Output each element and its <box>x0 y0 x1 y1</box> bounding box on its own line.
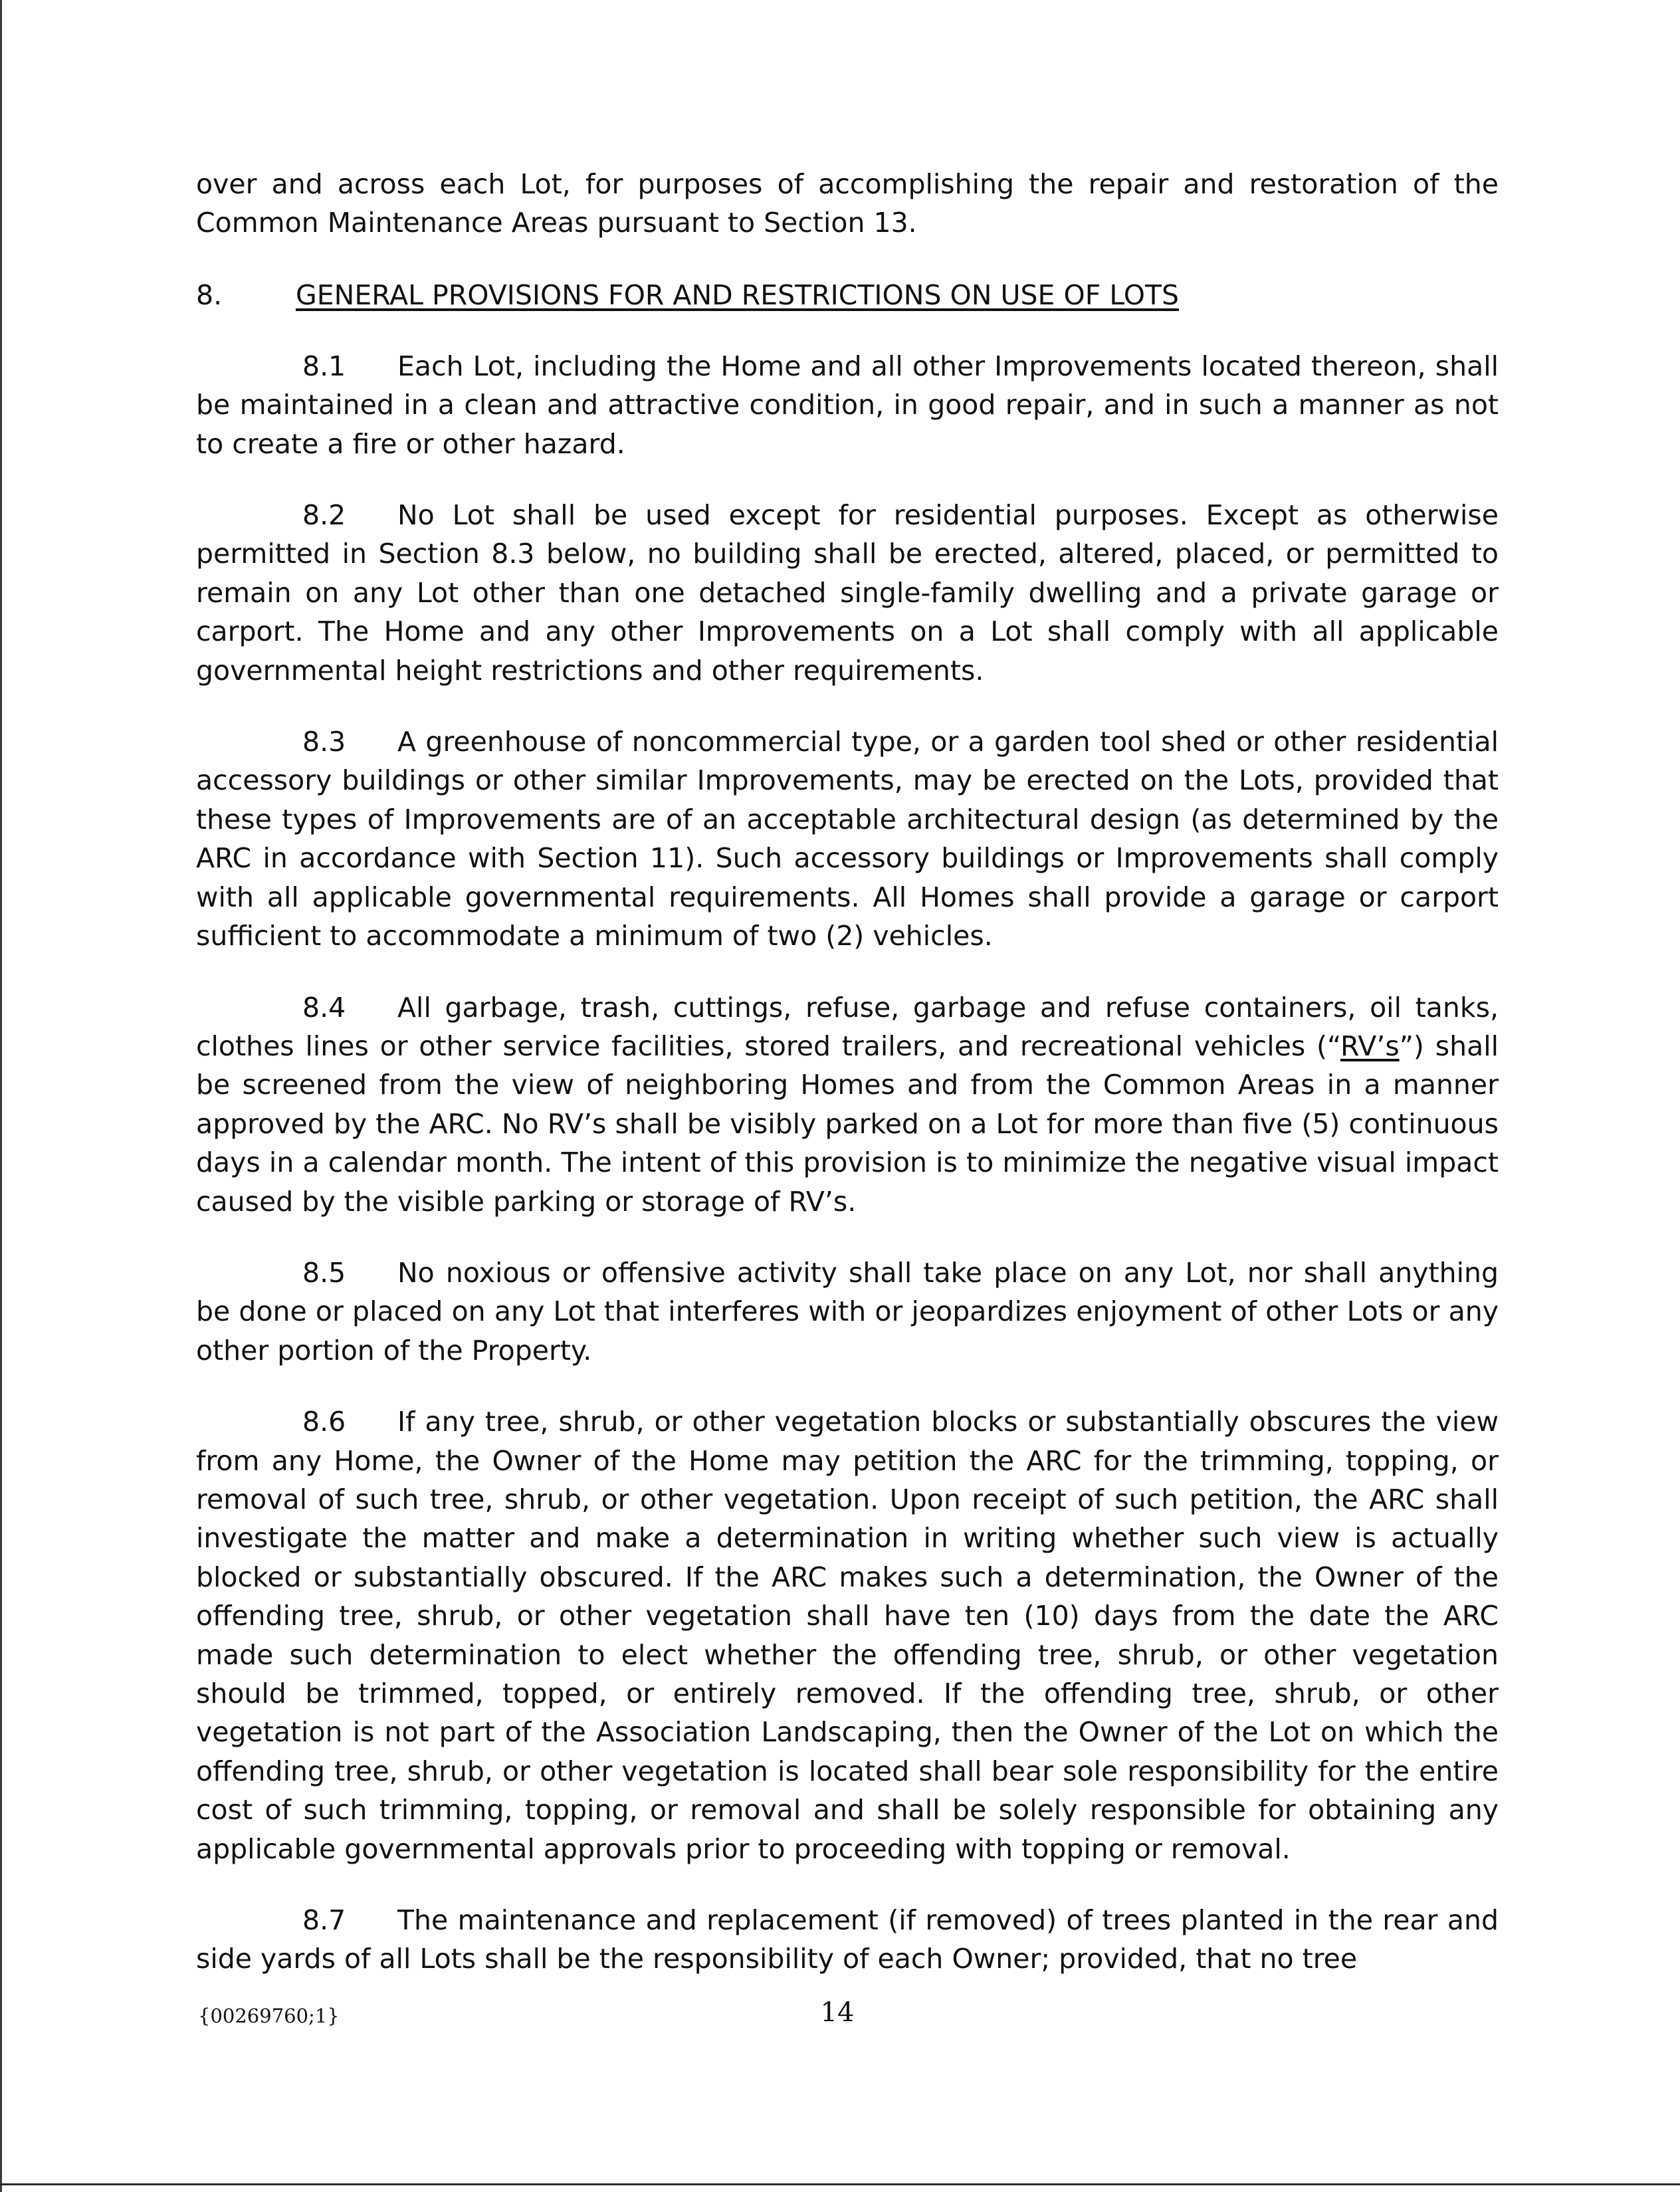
paragraph-text: The maintenance and replacement (if removed) of trees planted in the rear and side yards of all Lots shall be the responsibility of each Owner; provided, that no tree <box>196 1904 1499 1975</box>
left-margin-rule <box>0 0 2 2192</box>
paragraph-8-4 <box>196 988 1499 1221</box>
bottom-margin-rule <box>0 2183 1680 2185</box>
document-page <box>196 165 1499 1979</box>
paragraph-text-after: ”) shall be screened from the view of neighboring Homes and from the Common Areas in a manner approved by the ARC. No RV’s shall be visibly parked on a Lot for more than five (5) continuous days in a calendar month. The intent of this provision is to minimize the negative visual impact caused by the visible parking or storage of RV’s. <box>196 1030 1499 1218</box>
paragraph-text: A greenhouse of noncommercial type, or a garden tool shed or other residential accessory buildings or other similar Improvements, may be erected on the Lots, provided that these types of Improvements are of an acceptable architectural design (as determined by the ARC in accordance with Section 11). Such accessory buildings or Improvements shall comply with all applicable governmental requirements. All Homes shall provide a garage or carport sufficient to accommodate a minimum of two (2) vehicles. <box>196 726 1499 952</box>
paragraph-text-before: All garbage, trash, cuttings, refuse, garbage and refuse containers, oil tanks, clothes lines or other service facilities, stored trailers, and recreational vehicles (“ <box>196 991 1499 1062</box>
section-title: GENERAL PROVISIONS FOR AND RESTRICTIONS ON USE OF LOTS <box>296 278 1180 311</box>
section-heading <box>196 276 1499 314</box>
paragraph-text: If any tree, shrub, or other vegetation blocks or substantially obscures the view from any Home, the Owner of the Home may petition the ARC for the trimming, topping, or removal of such tree, shrub, or other vegetation. Upon receipt of such petition, the ARC shall investigate the matter and make a determination in writing whether such view is actually blocked or substantially obscured. If the ARC makes such a determination, the Owner of the offending tree, shrub, or other vegetation shall have ten (10) days from the date the ARC made such determination to elect whether the offending tree, shrub, or other vegetation should be trimmed, topped, or entirely removed. If the offending tree, shrub, or other vegetation is not part of the Association Landscaping, then the Owner of the Lot on which the offending tree, shrub, or other vegetation is located shall bear sole responsibility for the entire cost of such trimming, topping, or removal and shall be solely responsible for obtaining any applicable governmental approvals prior to proceeding with topping or removal. <box>196 1406 1499 1865</box>
paragraph-number: 8.6 <box>302 1406 346 1438</box>
paragraph-text: No Lot shall be used except for residential purposes. Except as otherwise permitted in Section 8.3 below, no building shall be erected, altered, placed, or permitted to remain on any Lot other than one detached single-family dwelling and a private garage or carport. The Home and any other Improvements on a Lot shall comply with all applicable governmental height restrictions and other requirements. <box>196 499 1499 687</box>
defined-term: RV’s <box>1340 1030 1400 1062</box>
paragraph-8-6 <box>196 1402 1499 1868</box>
document-id: {00269760;1} <box>198 2005 340 2027</box>
paragraph-8-5 <box>196 1254 1499 1370</box>
paragraph-number: 8.5 <box>302 1256 346 1289</box>
paragraph-number: 8.7 <box>302 1904 346 1937</box>
paragraph-8-2 <box>196 496 1499 690</box>
section-number: 8. <box>196 278 223 311</box>
continued-paragraph: over and across each Lot, for purposes of accomplishing the repair and restoration of the Common Maintenance Areas pursuant to Section 13. <box>196 168 1499 239</box>
paragraph-number: 8.3 <box>302 726 346 758</box>
page-number: 14 <box>820 1997 855 2028</box>
paragraph-8-7 <box>196 1901 1499 1979</box>
paragraph-number: 8.2 <box>302 499 346 532</box>
paragraph-number: 8.4 <box>302 991 346 1024</box>
paragraph-text: Each Lot, including the Home and all other Improvements located thereon, shall be maintained in a clean and attractive condition, in good repair, and in such a manner as not to create a fire or other hazard. <box>196 350 1499 460</box>
paragraph-8-1 <box>196 347 1499 463</box>
paragraph-8-3 <box>196 722 1499 955</box>
paragraph-number: 8.1 <box>302 350 346 382</box>
paragraph-text: No noxious or offensive activity shall take place on any Lot, nor shall anything be done or placed on any Lot that interferes with or jeopardizes enjoyment of other Lots or any other portion of the Property. <box>196 1256 1499 1367</box>
